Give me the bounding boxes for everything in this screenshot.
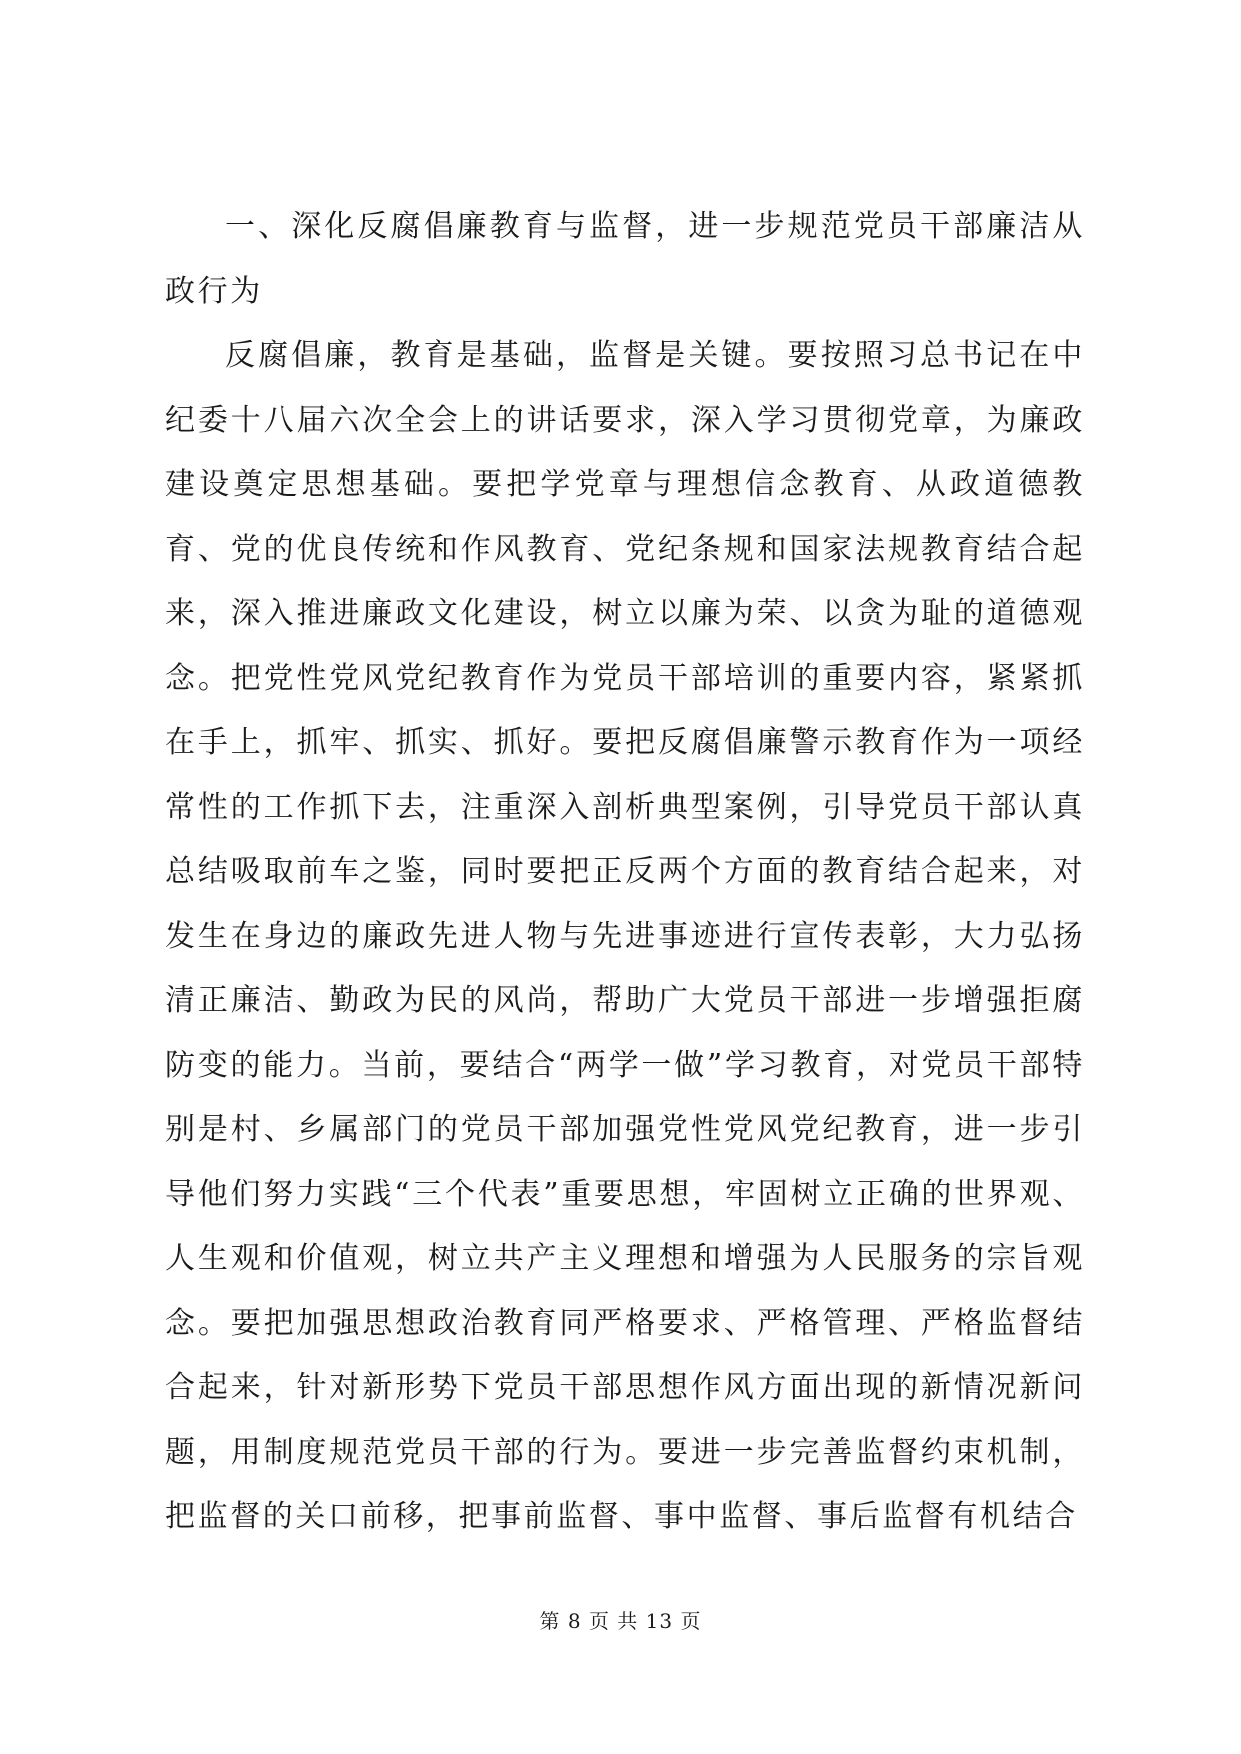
section-heading: 一、深化反腐倡廉教育与监督，进一步规范党员干部廉洁从政行为 (165, 209, 1085, 309)
body-paragraph: 反腐倡廉，教育是基础，监督是关键。要按照习总书记在中纪委十八届六次全会上的讲话要求，深入学习贯彻党章，为廉政建设奠定思想基础。要把学党章与理想信念教育、从政道德教育、党的优良传统和作风教育、党纪条规和国家法规教育结合起来，深入推进廉政文化建设，树立以廉为荣、以贪为耻的道德观念。把党性党风党纪教育作为党员干部培训的重要内容，紧紧抓在手上，抓牢、抓实、抓好。要把反腐倡廉警示教育作为一项经常性的工作抓下去，注重深入剖析典型案例，引导党员干部认真总结吸取前车之鉴，同时要把正反两个方面的教育结合起来，对发生在身边的廉政先进人物与先进事迹进行宣传表彰，大力弘扬清正廉洁、勤政为民的风尚，帮助广大党员干部进一步增强拒腐防变的能力。当前，要结合“两学一做”学习教育，对党员干部特别是村、乡属部门的党员干部加强党性党风党纪教育，进一步引导他们努力实践“三个代表”重要思想，牢固树立正确的世界观、人生观和价值观，树立共产主义理想和增强为人民服务的宗旨观念。要把加强思想政治教育同严格要求、严格管理、严格监督结合起来，针对新形势下党员干部思想作风方面出现的新情况新问题，用制度规范党员干部的行为。要进一步完善监督约束机制，把监督的关口前移，把事前监督、事中监督、事后监督有机结合 (165, 338, 1085, 1534)
document-body (165, 195, 1085, 1550)
page-number-footer: 第 8 页 共 13 页 (539, 1609, 702, 1633)
